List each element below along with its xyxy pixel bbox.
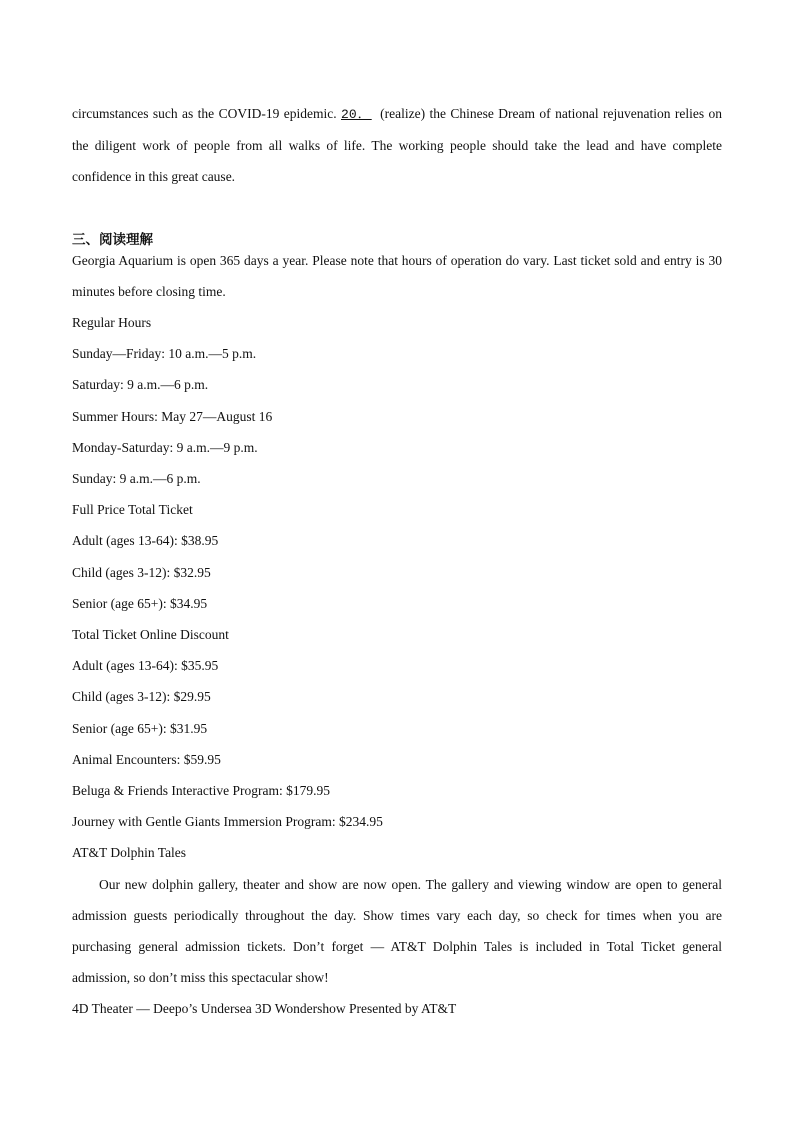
list-item: Total Ticket Online Discount — [72, 627, 229, 643]
list-item: Regular Hours — [72, 315, 152, 331]
list-item: Monday-Saturday: 9 a.m.—9 p.m. — [72, 439, 258, 455]
list-item: Child (ages 3-12): $32.95 — [72, 564, 211, 580]
intro-paragraph: Georgia Aquarium is open 365 days a year. Please note that hours of operation do vary. Last ticket sold and entry is 30 minutes before closing time. — [72, 252, 722, 299]
document-page — [72, 98, 722, 1025]
list-item: Adult (ages 13-64): $35.95 — [72, 658, 219, 674]
list-item: Animal Encounters: $59.95 — [72, 751, 221, 767]
list-item: Sunday: 9 a.m.—6 p.m. — [72, 471, 201, 487]
section-heading: 三、阅读理解 — [72, 231, 153, 248]
list-item: Child (ages 3-12): $29.95 — [72, 689, 211, 705]
theater-line: 4D Theater — Deepo’s Undersea 3D Wondershow Presented by AT&T — [72, 1001, 457, 1017]
list-item: Summer Hours: May 27—August 16 — [72, 408, 273, 424]
list-item: Adult (ages 13-64): $38.95 — [72, 533, 219, 549]
info-list — [72, 307, 722, 869]
dolphin-paragraph: Our new dolphin gallery, theater and show are now open. The gallery and viewing window are open to general admission guests periodically throughout the day. Show times vary each day, so check for times when you are purchasing general admission tickets. Don’t forget — AT&T Dolphin Tales is included in Total Ticket general admission, so don’t miss this spectacular show! — [72, 876, 722, 986]
list-item: Journey with Gentle Giants Immersion Program: $234.95 — [72, 814, 383, 830]
blank-number-20: 20． — [341, 107, 372, 122]
previous-passage — [72, 98, 722, 193]
list-item: Saturday: 9 a.m.—6 p.m. — [72, 377, 209, 393]
list-item: Sunday—Friday: 10 a.m.—5 p.m. — [72, 346, 257, 362]
passage-text-part2: (realize) the Chinese Dream of national rejuvenation relies on the diligent work of people from all walks of life. The working people should take the lead and have complete confidence in this great cause. — [72, 106, 723, 185]
passage-text-part1: circumstances such as the COVID-19 epidemic. — [72, 106, 342, 121]
list-item: Senior (age 65+): $31.95 — [72, 720, 208, 736]
list-item: AT&T Dolphin Tales — [72, 845, 187, 861]
list-item: Full Price Total Ticket — [72, 502, 193, 518]
list-item: Beluga & Friends Interactive Program: $179.95 — [72, 783, 330, 799]
list-item: Senior (age 65+): $34.95 — [72, 595, 208, 611]
